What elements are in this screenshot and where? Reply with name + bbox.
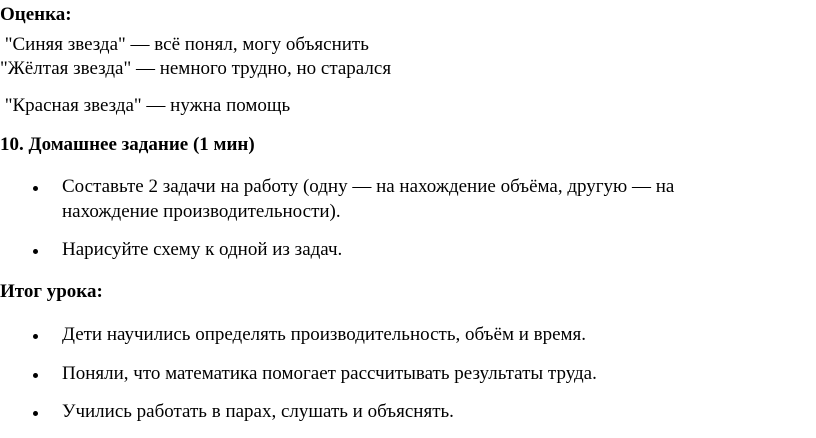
summary-item-2: Поняли, что математика помогает рассчитывать результаты труда. — [62, 363, 597, 384]
rating-red-star: "Красная звезда" — нужна помощь — [0, 95, 291, 116]
bullet-icon — [33, 334, 38, 339]
homework-item-1-line1: Составьте 2 задачи на работу (одну — на нахождение объёма, другую — на — [62, 176, 675, 197]
bullet-icon — [33, 373, 38, 378]
homework-item-1-line2: нахождение производительности). — [62, 201, 341, 222]
homework-heading: 10. Домашнее задание (1 мин) — [0, 134, 255, 155]
bullet-icon — [33, 249, 38, 254]
summary-item-3: Учились работать в парах, слушать и объяснять. — [62, 401, 454, 422]
rating-blue-star: "Синяя звезда" — всё понял, могу объяснить — [0, 34, 369, 55]
rating-yellow-star: "Жёлтая звезда" — немного трудно, но старался — [0, 58, 392, 79]
bullet-icon — [33, 411, 38, 416]
rating-heading: Оценка: — [0, 4, 72, 25]
summary-item-1: Дети научились определять производительность, объём и время. — [62, 324, 587, 345]
homework-item-2: Нарисуйте схему к одной из задач. — [62, 239, 343, 260]
bullet-icon — [33, 186, 38, 191]
summary-heading: Итог урока: — [0, 281, 103, 302]
